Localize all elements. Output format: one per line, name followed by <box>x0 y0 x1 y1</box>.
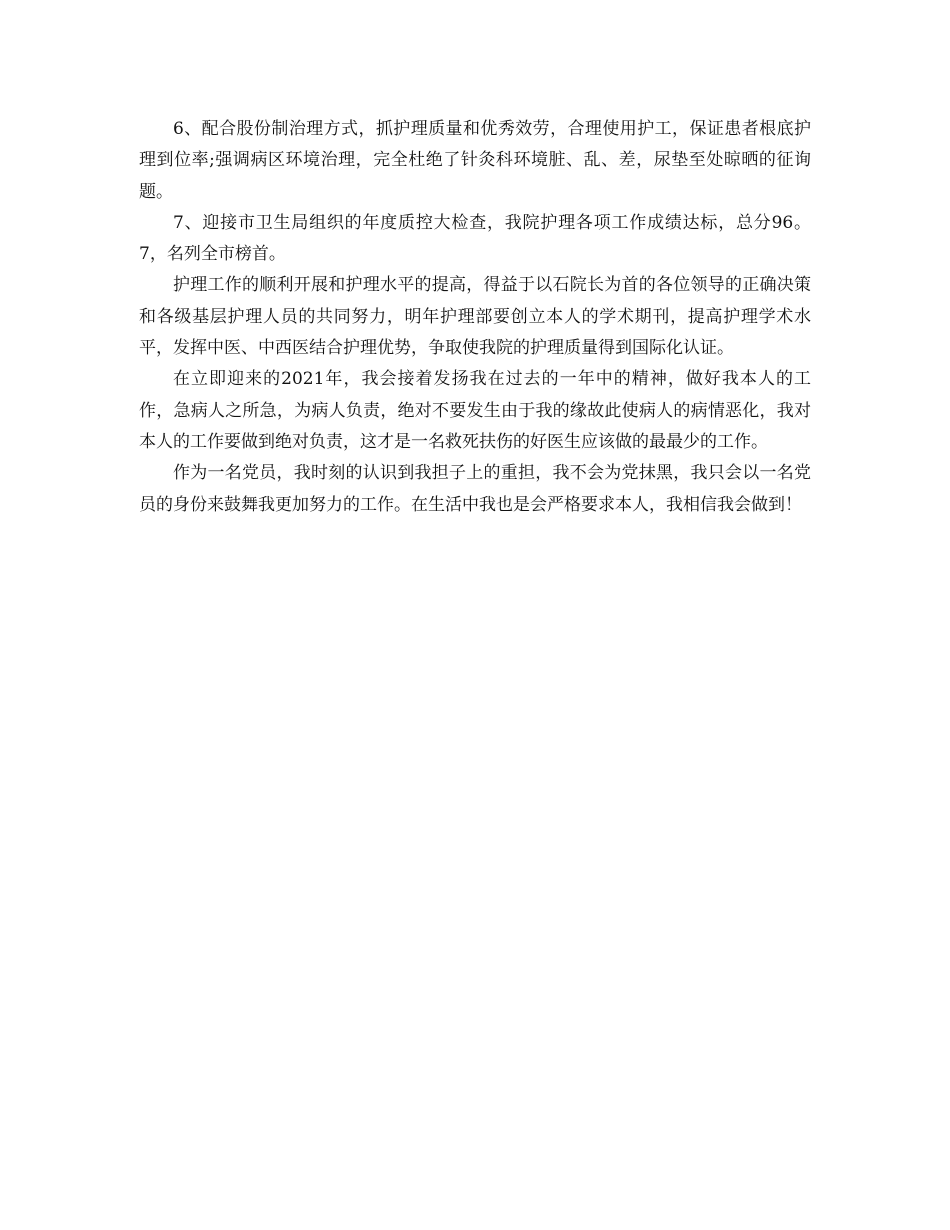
paragraph-new-year-plan: 在立即迎来的2021年，我会接着发扬我在过去的一年中的精神，做好我本人的工作，急病人之所急，为病人负责，绝对不要发生由于我的缘故此使病人的病情恶化，我对本人的工作要做到绝对负责，这才是一名救死扶伤的好医生应该做的最最少的工作。 <box>139 369 811 452</box>
document-page <box>139 114 811 521</box>
paragraph-item-7: 7、迎接市卫生局组织的年度质控大检查，我院护理各项工作成绩达标，总分96。7，名列全市榜首。 <box>139 212 811 265</box>
paragraph-party-member: 作为一名党员，我时刻的认识到我担子上的重担，我不会为党抹黑，我只会以一名党员的身份来鼓舞我更加努力的工作。在生活中我也是会严格要求本人，我相信我会做到！ <box>139 463 811 515</box>
paragraph-nursing-summary: 护理工作的顺利开展和护理水平的提高，得益于以石院长为首的各位领导的正确决策和各级基层护理人员的共同努力，明年护理部要创立本人的学术期刊，提高护理学术水平，发挥中医、中西医结合护理优势，争取使我院的护理质量得到国际化认证。 <box>139 275 811 359</box>
paragraph-item-6: 6、配合股份制治理方式，抓护理质量和优秀效劳，合理使用护工，保证患者根底护理到位率;强调病区环境治理，完全杜绝了针灸科环境脏、乱、差，尿垫至处晾晒的征询题。 <box>139 119 811 202</box>
